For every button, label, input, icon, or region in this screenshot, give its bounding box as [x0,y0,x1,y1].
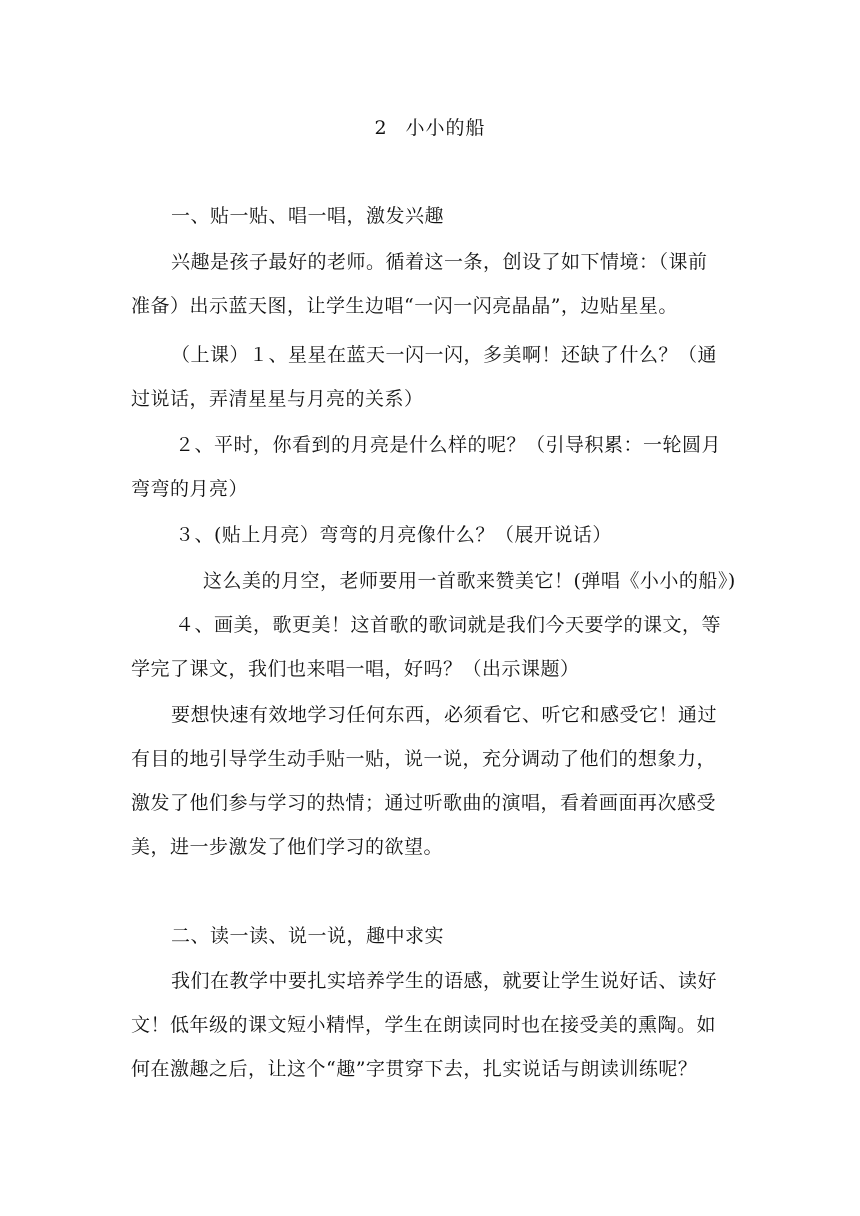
section-1-paragraph-5 [131,563,736,600]
section-1-paragraph-3 [131,427,731,508]
paragraph-line: 有目的地引导学生动手贴一贴，说一说，充分调动了他们的想象力， [131,748,717,770]
paragraph-line: 美，进一步激发了他们学习的欲望。 [131,836,444,858]
paragraph-line: 何在激趣之后，让这个“趣”字贯穿下去，扎实说话与朗读训练呢？ [131,1058,698,1080]
lesson-number: 2 [374,117,388,139]
paragraph-line: 激发了他们参与学习的热情；通过听歌曲的演唱，看着画面再次感受 [131,792,717,814]
paragraph-line: 我们在教学中要扎实培养学生的语感，就要让学生说好话、读好 [171,970,718,992]
paragraph-line: 文！低年级的课文短小精悍，学生在朗读同时也在接受美的熏陶。如 [131,1014,717,1036]
section-1-paragraph-7 [131,697,731,866]
section-1-heading-block [131,198,731,235]
section-2-paragraph-1 [131,963,731,1088]
paragraph-line: 学完了课文，我们也来唱一唱，好吗？（出示课题） [131,658,580,680]
paragraph-line: ２、平时，你看到的月亮是什么样的呢？（引导积累：一轮圆月 [175,434,722,456]
paragraph-line: 过说话，弄清星星与月亮的关系） [131,388,424,410]
section-1-paragraph-2 [131,337,731,418]
paragraph-line: 要想快速有效地学习任何东西，必须看它、听它和感受它！通过 [171,704,718,726]
section-1-heading: 一、贴一贴、唱一唱，激发兴趣 [171,205,445,227]
lesson-title: 小小的船 [405,117,486,139]
paragraph-line: ４、画美，歌更美！这首歌的歌词就是我们今天要学的课文，等 [175,614,722,636]
section-1-paragraph-4 [131,517,731,554]
section-1-paragraph-6 [131,607,731,688]
section-2-heading: 二、读一读、说一说，趣中求实 [171,925,445,947]
paragraph-line: （上课）１、星星在蓝天一闪一闪，多美啊！还缺了什么？（通 [171,344,718,366]
paragraph-line: 准备）出示蓝天图，让学生边唱“一闪一闪亮晶晶”，边贴星星。 [131,295,678,317]
paragraph-line: 兴趣是孩子最好的老师。循着这一条，创设了如下情境：（课前 [171,251,708,273]
paragraph-line: ３、(贴上月亮）弯弯的月亮像什么？（展开说话） [175,524,612,546]
paragraph-line: 这么美的月空，老师要用一首歌来赞美它！(弹唱《小小的船》) [203,570,736,592]
page-title [0,116,860,140]
paragraph-line: 弯弯的月亮） [131,478,249,500]
section-2-heading-block [131,918,731,955]
section-1-paragraph-1 [131,244,731,325]
